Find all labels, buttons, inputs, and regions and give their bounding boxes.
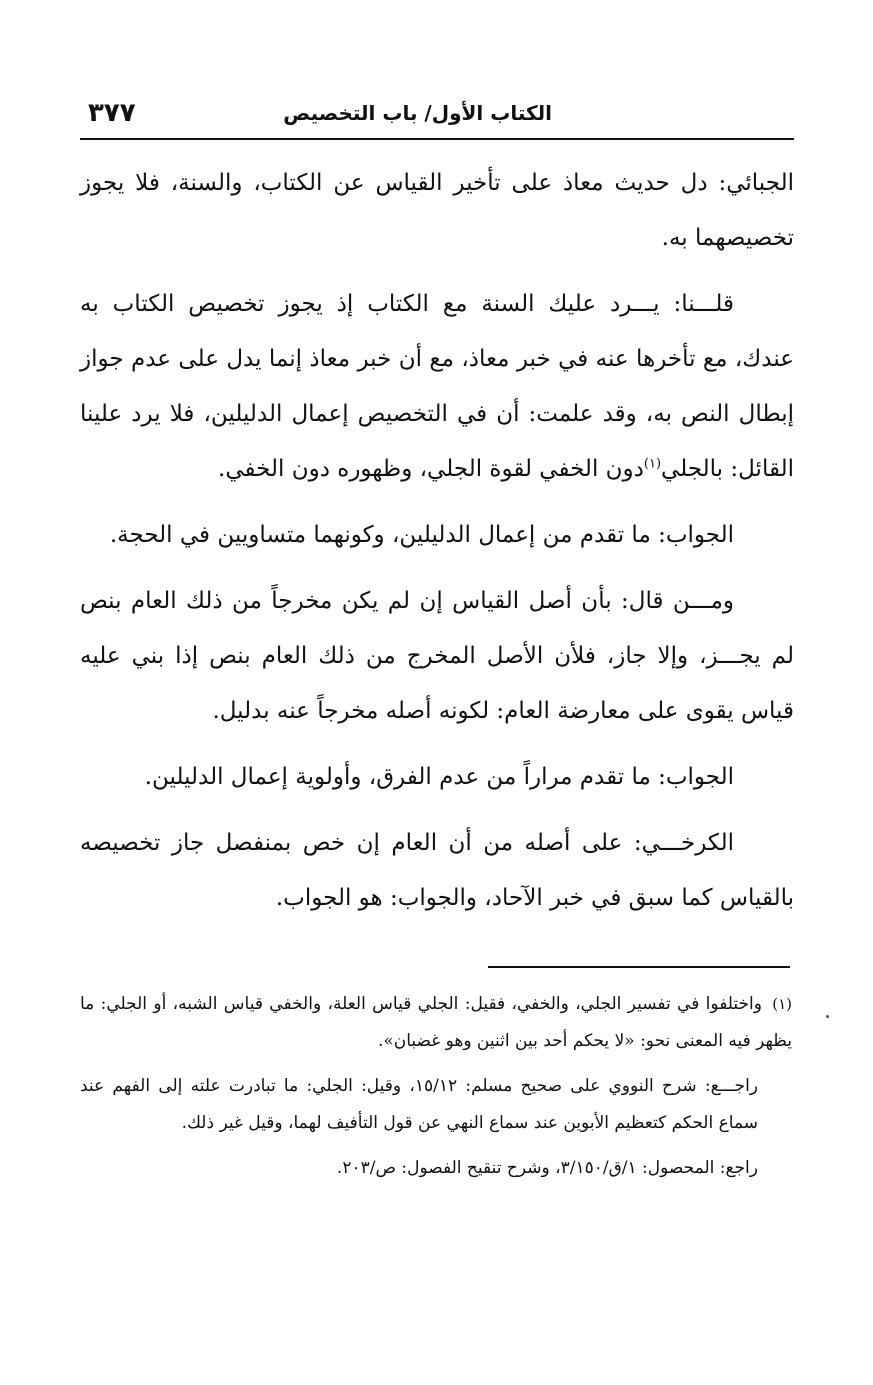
paragraph-qulna-text: قلـــنا: يـــرد عليك السنة مع الكتاب إذ يجوز تخصيص الكتاب به عندك، مع تأخرها عنه في خبر معاذ، مع أن خبر معاذ إنما يدل على عدم جواز إبطال النص به، وقد علمت: أن في التخصيص إعمال الدليلين، فلا يرد علينا القائل: بالجلي	[80, 291, 794, 482]
footnotes	[80, 986, 792, 1195]
page-number: ٣٧٧	[88, 98, 136, 128]
paragraph-man-qal: ومـــن قال: بأن أصل القياس إن لم يكن مخرجاً من ذلك العام بنص لم يجـــز، وإلا جاز، فلأن الأصل المخرج من ذلك العام بنص إذا بني عليه قياس يقوى على معارضة العام: لكونه أصله مخرجاً عنه بدليل.	[80, 588, 794, 724]
paragraph-qulna-tail: دون الخفي لقوة الجلي، وظهوره دون الخفي.	[218, 456, 644, 482]
paragraph-qulna	[80, 277, 794, 497]
footnote-1	[80, 986, 792, 1060]
paragraph-answer-1: الجواب: ما تقدم من إعمال الدليلين، وكونهما متساويين في الحجة.	[109, 522, 734, 548]
running-title: الكتاب الأول/ باب التخصيص	[283, 101, 552, 125]
footnote-number: (١)	[772, 995, 792, 1013]
margin-mark	[826, 1015, 829, 1018]
footnote-1-reference: راجـــع: شرح النووي على صحيح مسلم: ١٥/١٢، وقيل: الجلي: ما تبادرت علته إلى الفهم عند سماع الحكم كتعظيم الأبوين عند سماع النهي عن قول التأفيف لهما، وقيل غير ذلك.	[80, 1076, 758, 1133]
footnote-rule	[488, 966, 790, 968]
paragraph-answer-2: الجواب: ما تقدم مراراً من عدم الفرق، وأولوية إعمال الدليلين.	[144, 764, 734, 790]
main-text	[80, 156, 794, 937]
footnote-1-text: واختلفوا في تفسير الجلي، والخفي، فقيل: الجلي قياس العلة، والخفي قياس الشبه، أو الجلي: ما يظهر فيه المعنى نحو: «لا يحكم أحد بين اثنين وهو غضبان».	[80, 994, 792, 1051]
paragraph-jubbai: الجبائي: دل حديث معاذ على تأخير القياس عن الكتاب، والسنة، فلا يجوز تخصيصهما به.	[80, 170, 794, 251]
header-rule	[80, 138, 794, 140]
paragraph-karkhi: الكرخـــي: على أصله من أن العام إن خص بمنفصل جاز تخصيصه بالقياس كما سبق في خبر الآحاد، والجواب: هو الجواب.	[80, 830, 794, 911]
footnote-reference[interactable]: (١)	[643, 456, 662, 472]
page-header	[80, 92, 792, 136]
footnote-1-reference-2: راجع: المحصول: ١/ق/٣/١٥٠، وشرح تنقيح الفصول: ص/٢٠٣.	[336, 1158, 758, 1178]
